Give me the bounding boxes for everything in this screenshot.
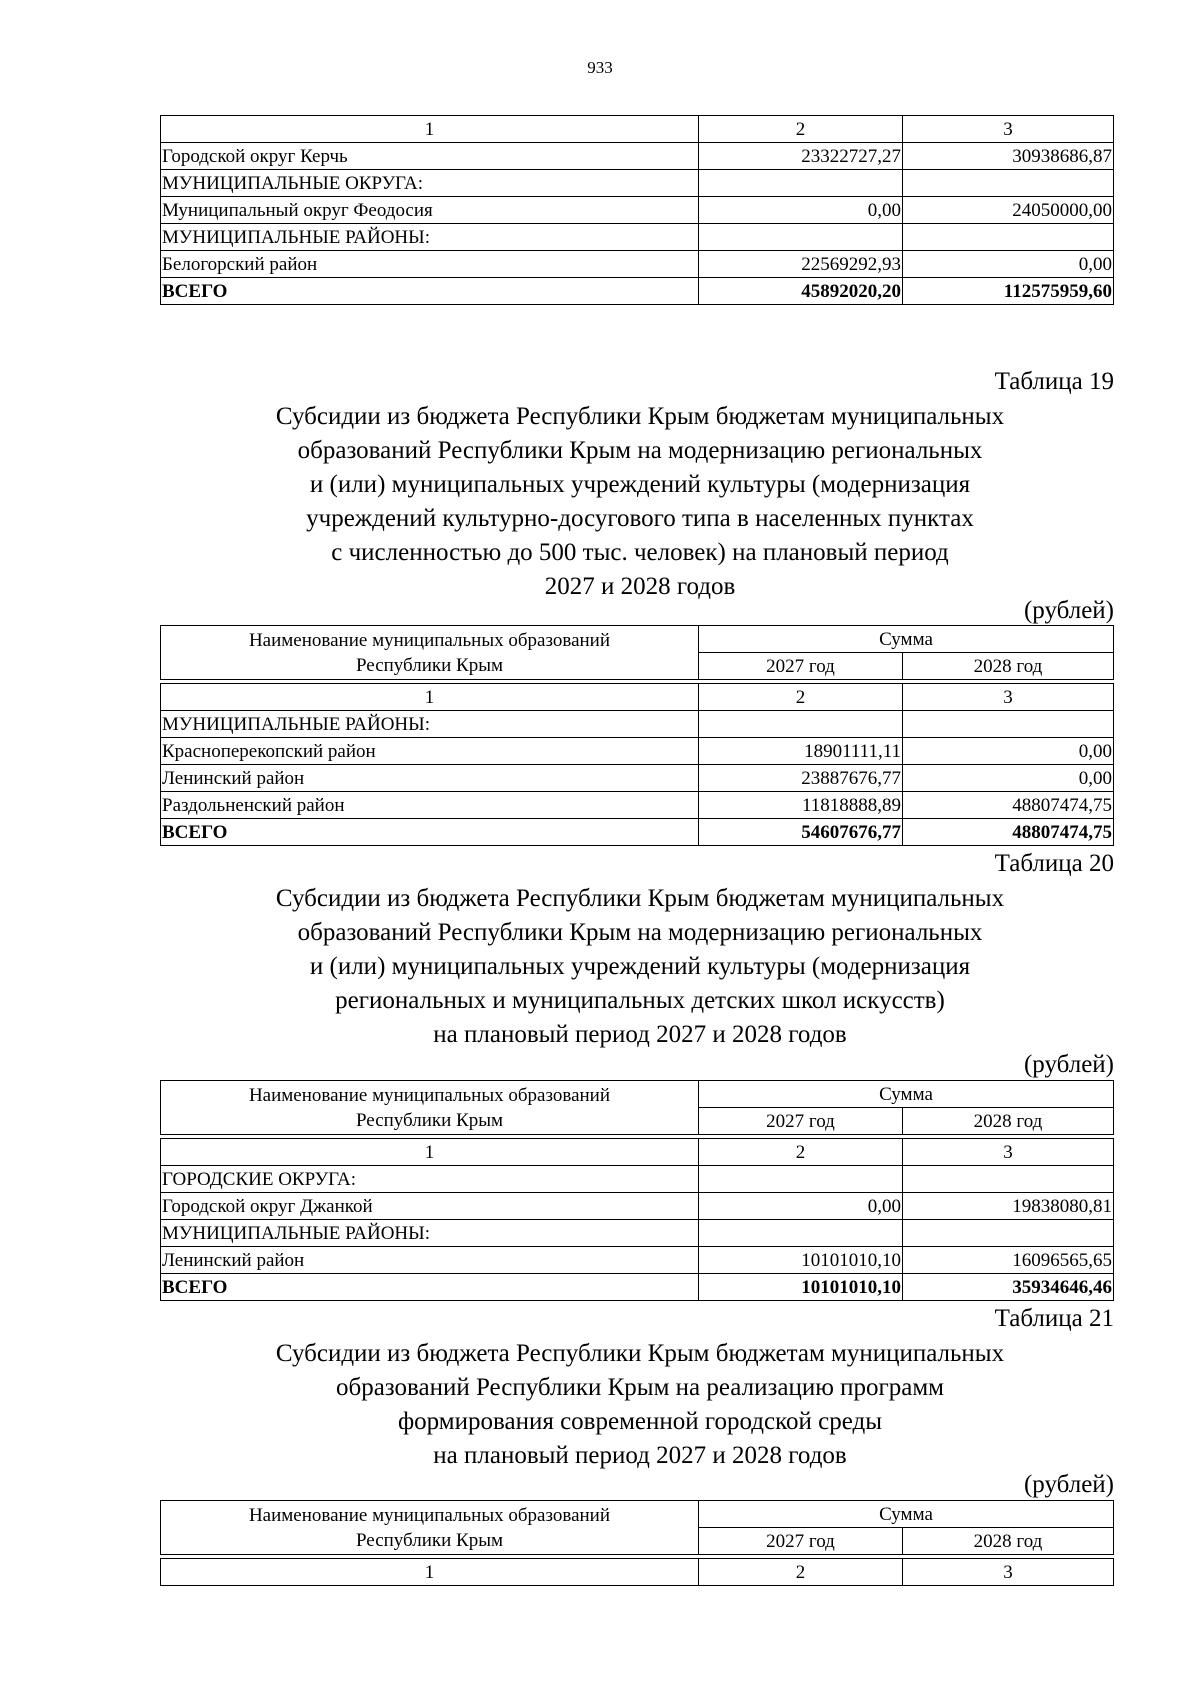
title-line: образований Республики Крым на модернизацию региональных xyxy=(297,437,983,464)
header-row xyxy=(161,1081,1114,1108)
header-name-column xyxy=(161,626,699,680)
table-21-caption: Таблица 21 xyxy=(994,1305,1114,1332)
table-row xyxy=(161,1220,1114,1247)
row-name: МУНИЦИПАЛЬНЫЕ РАЙОНЫ: xyxy=(161,224,699,251)
header-line: Республики Крым xyxy=(355,1109,504,1131)
value-2027 xyxy=(699,711,903,738)
total-row xyxy=(161,278,1114,305)
title-line: Субсидии из бюджета Республики Крым бюджетам муниципальных xyxy=(275,1340,1005,1367)
column-number-2: 2 xyxy=(699,1559,903,1586)
column-number-1: 1 xyxy=(161,116,699,143)
row-name: МУНИЦИПАЛЬНЫЕ РАЙОНЫ: xyxy=(161,711,699,738)
value-2027: 0,00 xyxy=(699,1193,903,1220)
row-name: Раздольненский район xyxy=(161,792,699,819)
table-21-title xyxy=(170,1337,1110,1473)
value-2027: 10101010,10 xyxy=(699,1247,903,1274)
table-18-continuation xyxy=(160,115,1114,305)
total-2028: 35934646,46 xyxy=(903,1274,1114,1301)
header-line: Республики Крым xyxy=(355,654,504,676)
total-2027: 54607676,77 xyxy=(699,819,903,846)
table-row xyxy=(161,792,1114,819)
title-line: региональных и муниципальных детских школ искусств) xyxy=(335,987,945,1014)
value-2027: 23887676,77 xyxy=(699,765,903,792)
value-2028 xyxy=(903,1220,1114,1247)
header-line: Наименование муниципальных образований xyxy=(248,1084,611,1106)
column-number-row xyxy=(161,116,1114,143)
row-name: Городской округ Джанкой xyxy=(161,1193,699,1220)
header-2028: 2028 год xyxy=(903,653,1114,680)
table-row xyxy=(161,224,1114,251)
value-2027: 18901111,11 xyxy=(699,738,903,765)
table-21-units: (рублей) xyxy=(1023,1471,1114,1498)
value-2028: 0,00 xyxy=(903,251,1114,278)
header-sum: Сумма xyxy=(699,1501,1114,1528)
total-2027: 45892020,20 xyxy=(699,278,903,305)
title-line: 2027 и 2028 годов xyxy=(544,573,736,600)
value-2027: 22569292,93 xyxy=(699,251,903,278)
row-name: Муниципальный округ Феодосия xyxy=(161,197,699,224)
header-2028: 2028 год xyxy=(903,1528,1114,1555)
title-line: Субсидии из бюджета Республики Крым бюджетам муниципальных xyxy=(275,885,1005,912)
column-number-2: 2 xyxy=(699,1139,903,1166)
column-number-1: 1 xyxy=(161,684,699,711)
header-2027: 2027 год xyxy=(699,1528,903,1555)
table-row xyxy=(161,711,1114,738)
row-name: МУНИЦИПАЛЬНЫЕ ОКРУГА: xyxy=(161,170,699,197)
header-sum: Сумма xyxy=(699,1081,1114,1108)
title-line: формирования современной городской среды xyxy=(397,1408,882,1435)
value-2028 xyxy=(903,170,1114,197)
table-row xyxy=(161,197,1114,224)
table-20-title xyxy=(170,882,1110,1052)
header-name-column xyxy=(161,1081,699,1135)
value-2028: 48807474,75 xyxy=(903,792,1114,819)
table-row xyxy=(161,143,1114,170)
table-row xyxy=(161,738,1114,765)
value-2028 xyxy=(903,1166,1114,1193)
value-2027 xyxy=(699,1166,903,1193)
row-name: ГОРОДСКИЕ ОКРУГА: xyxy=(161,1166,699,1193)
table-20-units: (рублей) xyxy=(1023,1051,1114,1078)
header-line: Наименование муниципальных образований xyxy=(248,1504,611,1526)
table-19 xyxy=(160,625,1114,846)
table-row xyxy=(161,1247,1114,1274)
row-name: Городской округ Керчь xyxy=(161,143,699,170)
value-2028: 0,00 xyxy=(903,765,1114,792)
table-19-units: (рублей) xyxy=(1023,597,1114,624)
header-2028: 2028 год xyxy=(903,1108,1114,1135)
title-line: и (или) муниципальных учреждений культуры (модернизация xyxy=(309,953,971,980)
column-number-1: 1 xyxy=(161,1559,699,1586)
table-row xyxy=(161,251,1114,278)
table-row xyxy=(161,1193,1114,1220)
total-row xyxy=(161,819,1114,846)
total-2028: 48807474,75 xyxy=(903,819,1114,846)
total-label: ВСЕГО xyxy=(161,1274,699,1301)
value-2027: 23322727,27 xyxy=(699,143,903,170)
value-2027 xyxy=(699,224,903,251)
title-line: образований Республики Крым на реализацию программ xyxy=(335,1374,945,1401)
column-number-3: 3 xyxy=(903,116,1114,143)
column-number-2: 2 xyxy=(699,116,903,143)
title-line: с численностью до 500 тыс. человек) на плановый период xyxy=(331,539,949,566)
value-2028: 0,00 xyxy=(903,738,1114,765)
table-19-title xyxy=(170,400,1110,604)
column-number-1: 1 xyxy=(161,1139,699,1166)
row-name: Белогорский район xyxy=(161,251,699,278)
header-sum: Сумма xyxy=(699,626,1114,653)
value-2028: 24050000,00 xyxy=(903,197,1114,224)
total-label: ВСЕГО xyxy=(161,278,699,305)
header-2027: 2027 год xyxy=(699,653,903,680)
table-row xyxy=(161,765,1114,792)
total-row xyxy=(161,1274,1114,1301)
header-line: Наименование муниципальных образований xyxy=(248,629,611,651)
column-number-2: 2 xyxy=(699,684,903,711)
column-number-row xyxy=(161,1559,1114,1586)
header-row xyxy=(161,1501,1114,1528)
row-name: Ленинский район xyxy=(161,1247,699,1274)
row-name: Красноперекопский район xyxy=(161,738,699,765)
page-number: 933 xyxy=(587,58,613,77)
header-2027: 2027 год xyxy=(699,1108,903,1135)
title-line: Субсидии из бюджета Республики Крым бюджетам муниципальных xyxy=(275,403,1005,430)
value-2028 xyxy=(903,224,1114,251)
table-row xyxy=(161,1166,1114,1193)
title-line: и (или) муниципальных учреждений культуры (модернизация xyxy=(309,471,971,498)
value-2027 xyxy=(699,1220,903,1247)
column-number-3: 3 xyxy=(903,1559,1114,1586)
row-name: МУНИЦИПАЛЬНЫЕ РАЙОНЫ: xyxy=(161,1220,699,1247)
value-2028: 19838080,81 xyxy=(903,1193,1114,1220)
column-number-3: 3 xyxy=(903,1139,1114,1166)
column-number-row xyxy=(161,1139,1114,1166)
table-20-caption: Таблица 20 xyxy=(994,850,1114,877)
column-number-3: 3 xyxy=(903,684,1114,711)
total-label: ВСЕГО xyxy=(161,819,699,846)
header-row xyxy=(161,626,1114,653)
column-number-row xyxy=(161,684,1114,711)
header-line: Республики Крым xyxy=(355,1529,504,1551)
header-name-column xyxy=(161,1501,699,1555)
title-line: образований Республики Крым на модернизацию региональных xyxy=(297,919,983,946)
table-20 xyxy=(160,1080,1114,1301)
table-19-caption: Таблица 19 xyxy=(994,368,1114,395)
row-name: Ленинский район xyxy=(161,765,699,792)
title-line: на плановый период 2027 и 2028 годов xyxy=(433,1442,847,1469)
value-2028 xyxy=(903,711,1114,738)
value-2028: 16096565,65 xyxy=(903,1247,1114,1274)
value-2027: 0,00 xyxy=(699,197,903,224)
total-2027: 10101010,10 xyxy=(699,1274,903,1301)
title-line: учреждений культурно-досугового типа в населенных пунктах xyxy=(306,505,974,532)
title-line: на плановый период 2027 и 2028 годов xyxy=(433,1021,847,1048)
value-2028: 30938686,87 xyxy=(903,143,1114,170)
table-21 xyxy=(160,1500,1114,1586)
value-2027 xyxy=(699,170,903,197)
table-row xyxy=(161,170,1114,197)
value-2027: 11818888,89 xyxy=(699,792,903,819)
total-2028: 112575959,60 xyxy=(903,278,1114,305)
